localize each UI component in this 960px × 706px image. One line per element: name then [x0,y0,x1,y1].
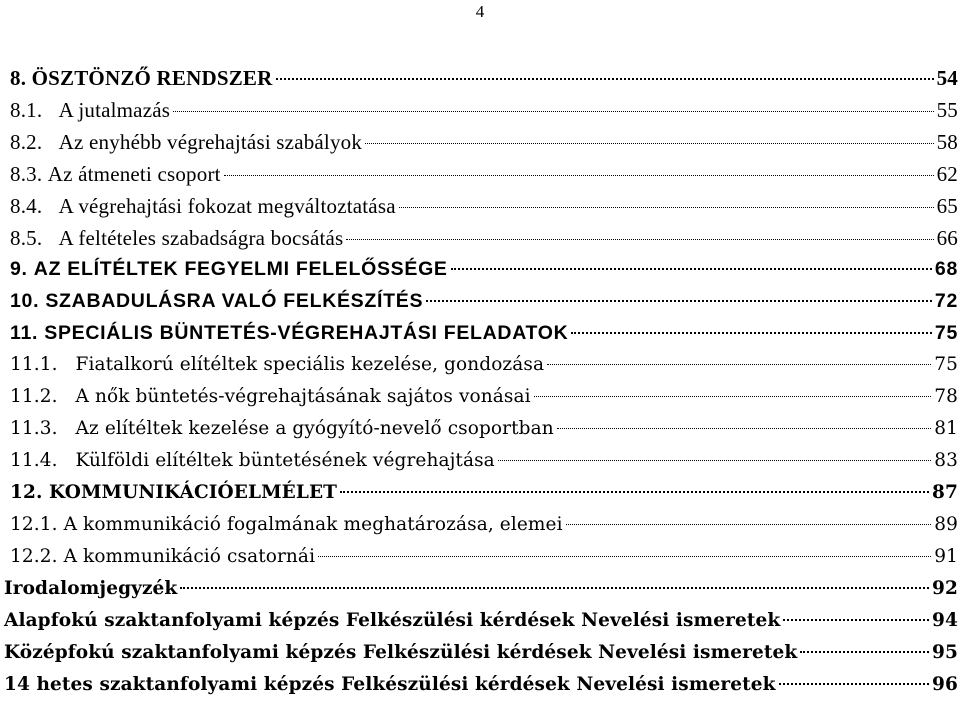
toc-entry[interactable] [0,578,958,610]
table-of-contents [0,66,958,706]
toc-dot-leader [534,396,932,397]
toc-entry-page: 62 [936,162,958,186]
page-number: 4 [475,2,485,21]
toc-entry-title: Az elítéltek kezelése a gyógyító-nevelő csoportban [75,418,554,439]
toc-entry[interactable] [0,418,958,450]
toc-entry-number: 8.4. [10,194,43,218]
toc-entry-title: Fiatalkorú elítéltek speciális kezelése, gondozása [75,354,545,375]
toc-entry-number: 8.1. [10,98,43,122]
toc-dot-leader [346,239,933,240]
toc-entry-number: 8. [10,66,27,90]
toc-entry-title: SZABADULÁSRA VALÓ FELKÉSZÍTÉS [45,290,424,312]
toc-entry-title: Az átmeneti csoport [47,162,221,186]
toc-entry[interactable] [0,98,958,130]
toc-entry-number: 10. [10,290,40,312]
toc-entry-title: A kommunikáció csatornái [63,546,316,567]
toc-dot-leader [340,491,929,493]
toc-entry-page: 96 [932,674,958,695]
toc-entry-title: Középfokú szaktanfolyami képzés Felkészülési kérdések Nevelési ismeretek [4,642,798,663]
toc-entry-spacer [42,194,58,219]
toc-dot-leader [779,683,930,685]
toc-entry[interactable] [0,194,958,226]
toc-entry[interactable] [0,322,958,354]
toc-entry-page: 94 [932,610,958,631]
toc-entry-page: 75 [934,354,958,375]
toc-entry-spacer [58,386,76,407]
toc-dot-leader [180,587,929,589]
toc-entry[interactable] [0,162,958,194]
toc-entry-page: 55 [936,98,958,122]
toc-entry[interactable] [0,674,958,706]
toc-entry[interactable] [0,482,958,514]
toc-entry[interactable] [0,290,958,322]
toc-dot-leader [571,332,931,334]
toc-dot-leader [783,619,929,621]
toc-entry-page: 66 [936,226,958,250]
toc-entry-page: 54 [936,66,958,90]
toc-entry-spacer [42,130,58,155]
toc-entry-title: A kommunikáció fogalmának meghatározása, elemei [63,514,563,535]
toc-entry[interactable] [0,546,958,578]
toc-entry-page: 92 [932,578,958,599]
toc-entry-number: 11.2. [10,386,58,407]
toc-entry[interactable] [0,642,958,674]
toc-entry-page: 68 [934,258,958,280]
toc-entry-number: 8.2. [10,130,43,154]
toc-entry-page: 95 [932,642,958,663]
toc-entry[interactable] [0,386,958,418]
toc-entry-number: 11.4. [10,450,58,471]
toc-entry-number: 11.1. [10,354,58,375]
toc-entry[interactable] [0,450,958,482]
toc-dot-leader [173,111,933,112]
toc-entry[interactable] [0,66,958,98]
toc-dot-leader [498,460,931,461]
toc-dot-leader [318,556,931,557]
toc-entry-page: 72 [934,290,958,312]
toc-entry-page: 91 [934,546,958,567]
toc-dot-leader [547,364,931,365]
toc-entry-number: 12. [10,482,43,503]
toc-entry-title: ÖSZTÖNZŐ RENDSZER [31,66,273,90]
toc-entry[interactable] [0,130,958,162]
toc-entry-page: 58 [936,130,958,154]
toc-dot-leader [276,78,934,80]
toc-entry-number: 11.3. [10,418,58,439]
toc-dot-leader [800,651,929,653]
toc-entry[interactable] [0,226,958,258]
toc-entry-title: KOMMUNIKÁCIÓELMÉLET [49,482,338,503]
toc-entry-number: 9. [10,258,28,280]
toc-entry-page: 81 [934,418,958,439]
toc-entry-title: Irodalomjegyzék [4,578,178,599]
toc-entry-spacer [58,354,76,375]
toc-entry-spacer [58,450,76,471]
toc-dot-leader [557,428,932,429]
toc-entry-spacer [42,98,58,123]
toc-entry-number: 8.5. [10,226,43,250]
toc-entry-title: Külföldi elítéltek büntetésének végrehajtása [75,450,495,471]
toc-entry-page: 75 [934,322,958,344]
toc-entry-page: 89 [934,514,958,535]
toc-dot-leader [566,524,932,525]
toc-entry-title: A jutalmazás [58,98,171,122]
toc-dot-leader [399,207,934,208]
toc-entry-number: 11. [10,322,39,344]
toc-entry-number: 12.2. [10,546,58,567]
toc-dot-leader [365,143,934,144]
toc-entry-number: 12.1. [10,514,58,535]
toc-entry-page: 83 [934,450,958,471]
toc-entry-number: 8.3. [10,162,43,186]
toc-entry-title: AZ ELÍTÉLTEK FEGYELMI FELELŐSSÉGE [33,258,448,280]
toc-entry-title: Az enyhébb végrehajtási szabályok [58,130,363,154]
toc-entry-title: Alapfokú szaktanfolyami képzés Felkészülési kérdések Nevelési ismeretek [4,610,781,631]
toc-dot-leader [451,268,932,270]
toc-dot-leader [426,300,932,302]
toc-entry-page: 65 [936,194,958,218]
toc-entry[interactable] [0,610,958,642]
toc-entry-spacer [42,226,58,251]
toc-entry-spacer [58,418,76,439]
toc-entry-title: SPECIÁLIS BÜNTETÉS-VÉGREHAJTÁSI FELADATOK [44,322,569,344]
toc-entry[interactable] [0,514,958,546]
toc-entry-page: 78 [934,386,958,407]
toc-dot-leader [224,175,934,176]
toc-entry-title: 14 hetes szaktanfolyami képzés Felkészülési kérdések Nevelési ismeretek [4,674,776,695]
toc-entry[interactable] [0,354,958,386]
toc-entry-title: A nők büntetés-végrehajtásának sajátos vonásai [75,386,531,407]
toc-entry-title: A feltételes szabadságra bocsátás [58,226,344,250]
toc-entry-page: 87 [932,482,958,503]
toc-entry-title: A végrehajtási fokozat megváltoztatása [58,194,396,218]
toc-entry[interactable] [0,258,958,290]
